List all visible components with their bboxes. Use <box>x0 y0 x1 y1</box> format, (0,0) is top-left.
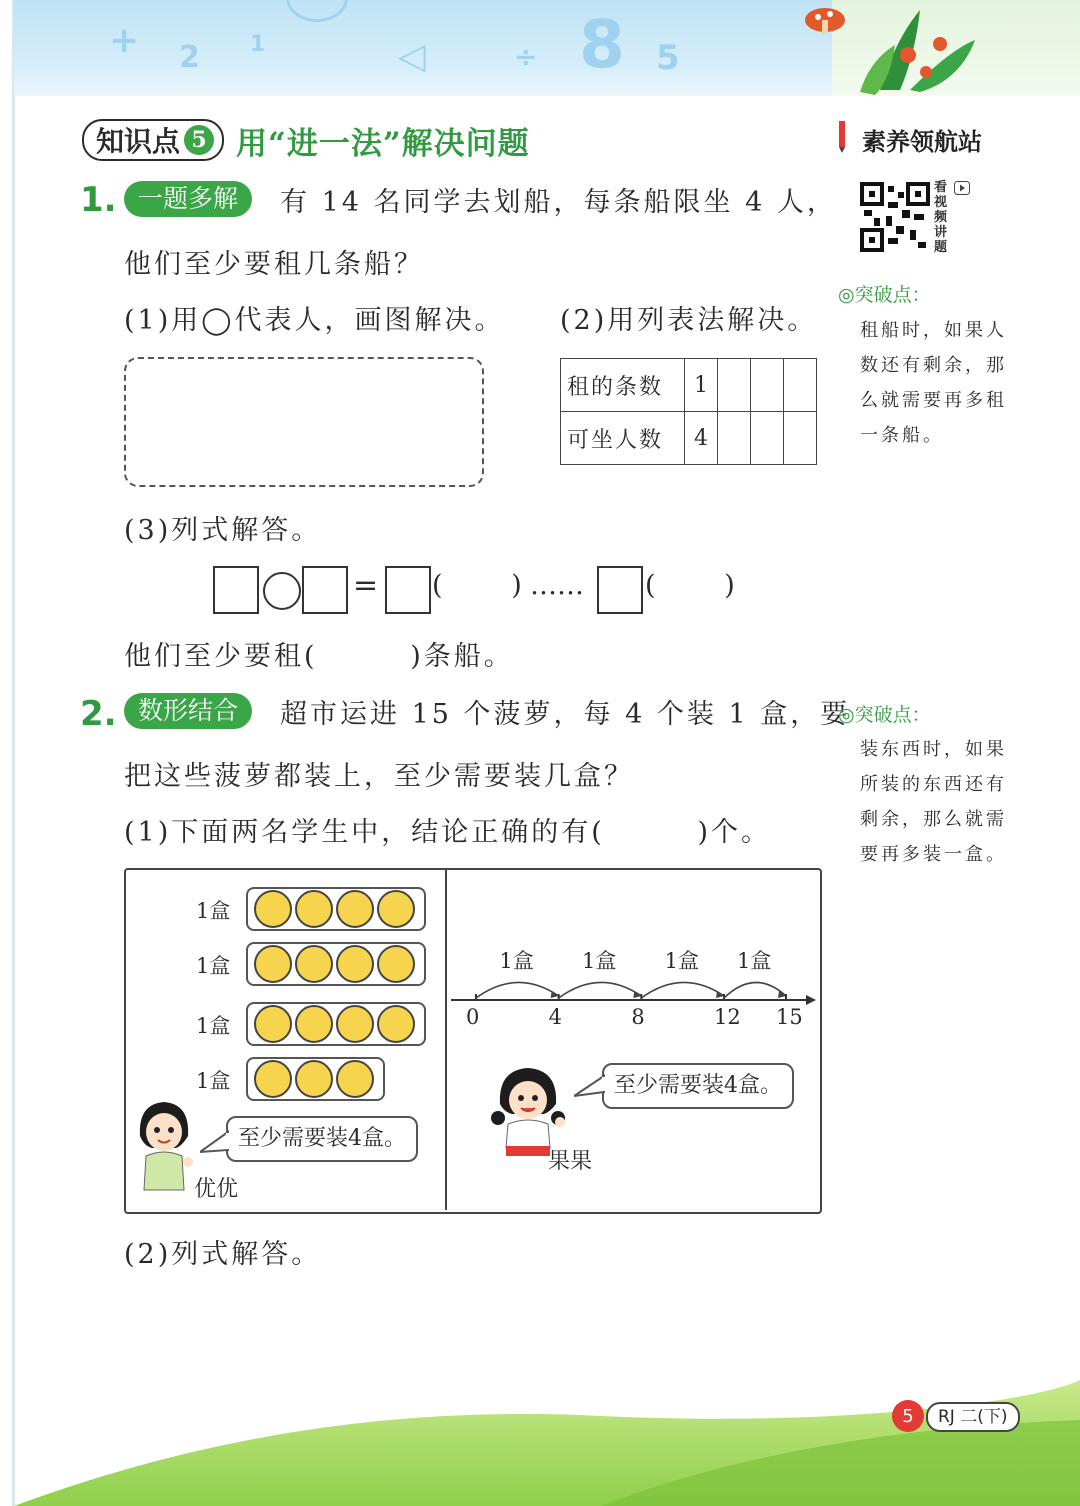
qr-label: 看视频讲题 <box>934 180 948 255</box>
jump-arc <box>724 982 786 998</box>
footer-grass <box>0 1360 1080 1506</box>
tick-label: 8 <box>631 1005 645 1029</box>
table-header-cell: 租的条数 <box>561 359 685 412</box>
pineapple <box>295 1005 333 1043</box>
unit-paren[interactable]: ( ) <box>432 570 522 601</box>
question-1-text: 有 14 名同学去划船，每条船限坐 4 人， <box>280 187 837 218</box>
jump-label: 1盒 <box>499 949 534 973</box>
pineapple <box>254 1060 292 1098</box>
qr-code[interactable] <box>860 182 930 252</box>
answer-box[interactable] <box>302 566 348 614</box>
pineapple <box>254 890 292 928</box>
section-badge <box>82 119 224 161</box>
pineapple <box>377 1005 415 1043</box>
pineapple <box>295 945 333 983</box>
speech-tail <box>200 1130 230 1154</box>
question-2-part1: (1)下面两名学生中，结论正确的有( )个。 <box>124 817 771 848</box>
tick-label: 0 <box>466 1005 480 1029</box>
table-cell-blank[interactable] <box>784 412 817 465</box>
youyou-name: 优优 <box>194 1177 239 1202</box>
deco-glyph: 5 <box>656 38 680 78</box>
rent-table <box>560 358 817 465</box>
page-margin-rule <box>12 0 15 1506</box>
question-1-answer: 他们至少要租( )条船。 <box>124 641 514 672</box>
question-2-text: 把这些菠萝都装上，至少需要装几盒？ <box>124 761 634 792</box>
table-cell: 1 <box>685 359 718 412</box>
pineapple <box>336 1060 374 1098</box>
jump-label: 1盒 <box>737 949 772 973</box>
jump-arc <box>559 982 642 998</box>
page-number: 5 <box>892 1400 924 1432</box>
pineapple <box>336 890 374 928</box>
table-cell-blank[interactable] <box>718 359 751 412</box>
nav-title: 素养领航站 <box>862 128 982 156</box>
question-1-part2: (2)用列表法解决。 <box>560 305 818 336</box>
equals-sign: = <box>353 568 379 603</box>
section-title: 用“进一法”解决问题 <box>236 126 530 162</box>
breakthrough-heading: ◎突破点： <box>838 704 931 726</box>
pineapple <box>377 890 415 928</box>
question-1-number: 1. <box>80 180 117 220</box>
pineapple <box>336 1005 374 1043</box>
breakthrough-text: 装东西时，如果所装的东西还有剩余，那么就需要再多装一盒。 <box>860 739 1007 865</box>
operator-circle[interactable] <box>263 572 301 610</box>
jump-arc <box>476 982 559 998</box>
table-header-cell: 可坐人数 <box>561 412 685 465</box>
pineapple <box>336 945 374 983</box>
guoguo-speech: 至少需要装4盒。 <box>602 1063 794 1109</box>
unit-paren[interactable]: ( ) <box>645 570 735 601</box>
question-1-tag: 一题多解 <box>124 181 252 217</box>
breakthrough-text: 租船时，如果人数还有剩余，那么就需要再多租一条船。 <box>860 320 1007 446</box>
table-cell-blank[interactable] <box>751 359 784 412</box>
axis-arrow <box>806 995 816 1005</box>
tick-label: 12 <box>714 1005 741 1029</box>
question-1-part1: (1)用◯代表人，画图解决。 <box>124 305 505 336</box>
speech-tail <box>574 1074 606 1098</box>
answer-box[interactable] <box>385 566 431 614</box>
deco-glyph: + <box>109 20 140 61</box>
deco-glyph: 8 <box>579 6 625 83</box>
deco-glyph: ÷ <box>514 40 538 73</box>
pineapple <box>295 1060 333 1098</box>
question-1-part3: (3)列式解答。 <box>124 515 322 546</box>
pencil-icon <box>838 121 846 153</box>
jump-arc <box>641 982 724 998</box>
question-2-tag: 数形结合 <box>124 693 252 729</box>
deco-glyph: 1 <box>250 32 266 57</box>
question-2-number: 2. <box>80 694 117 734</box>
box-label: 1盒 <box>196 899 231 923</box>
box-label: 1盒 <box>196 1014 231 1038</box>
breakthrough-heading: ◎突破点： <box>838 284 931 306</box>
tick-label: 4 <box>548 1005 563 1029</box>
section-label: 知识点 <box>96 125 181 158</box>
remainder-dots: …… <box>530 570 584 601</box>
plant-illustration <box>800 0 980 96</box>
answer-box[interactable] <box>213 566 259 614</box>
deco-circle <box>286 0 348 22</box>
answer-box[interactable] <box>597 566 643 614</box>
pineapple <box>254 1005 292 1043</box>
pineapple <box>295 890 333 928</box>
play-icon <box>954 181 970 195</box>
jump-label: 1盒 <box>582 949 617 973</box>
deco-glyph: ◁ <box>398 36 426 77</box>
table-cell-blank[interactable] <box>784 359 817 412</box>
figure-divider <box>445 870 447 1210</box>
table-cell: 4 <box>685 412 718 465</box>
book-label: RJ 二(下) <box>926 1402 1020 1432</box>
table-cell-blank[interactable] <box>718 412 751 465</box>
student-youyou-illustration <box>132 1096 196 1192</box>
section-number: 5 <box>184 125 214 155</box>
table-row <box>561 412 817 465</box>
pineapple <box>377 945 415 983</box>
box-label: 1盒 <box>196 1069 231 1093</box>
deco-glyph: 2 <box>179 40 200 75</box>
youyou-speech: 至少需要装4盒。 <box>226 1116 418 1162</box>
jump-label: 1盒 <box>664 949 700 973</box>
guoguo-name: 果果 <box>548 1149 593 1174</box>
pineapple <box>254 945 292 983</box>
question-2-part2: (2)列式解答。 <box>124 1239 322 1270</box>
question-1-text: 他们至少要租几条船？ <box>124 249 424 280</box>
drawing-area[interactable] <box>124 357 484 487</box>
question-2-text: 超市运进 15 个菠萝，每 4 个装 1 盒，要 <box>280 699 851 730</box>
table-cell-blank[interactable] <box>751 412 784 465</box>
table-row <box>561 359 817 412</box>
tick-label: 15 <box>776 1005 803 1029</box>
box-label: 1盒 <box>196 954 231 978</box>
